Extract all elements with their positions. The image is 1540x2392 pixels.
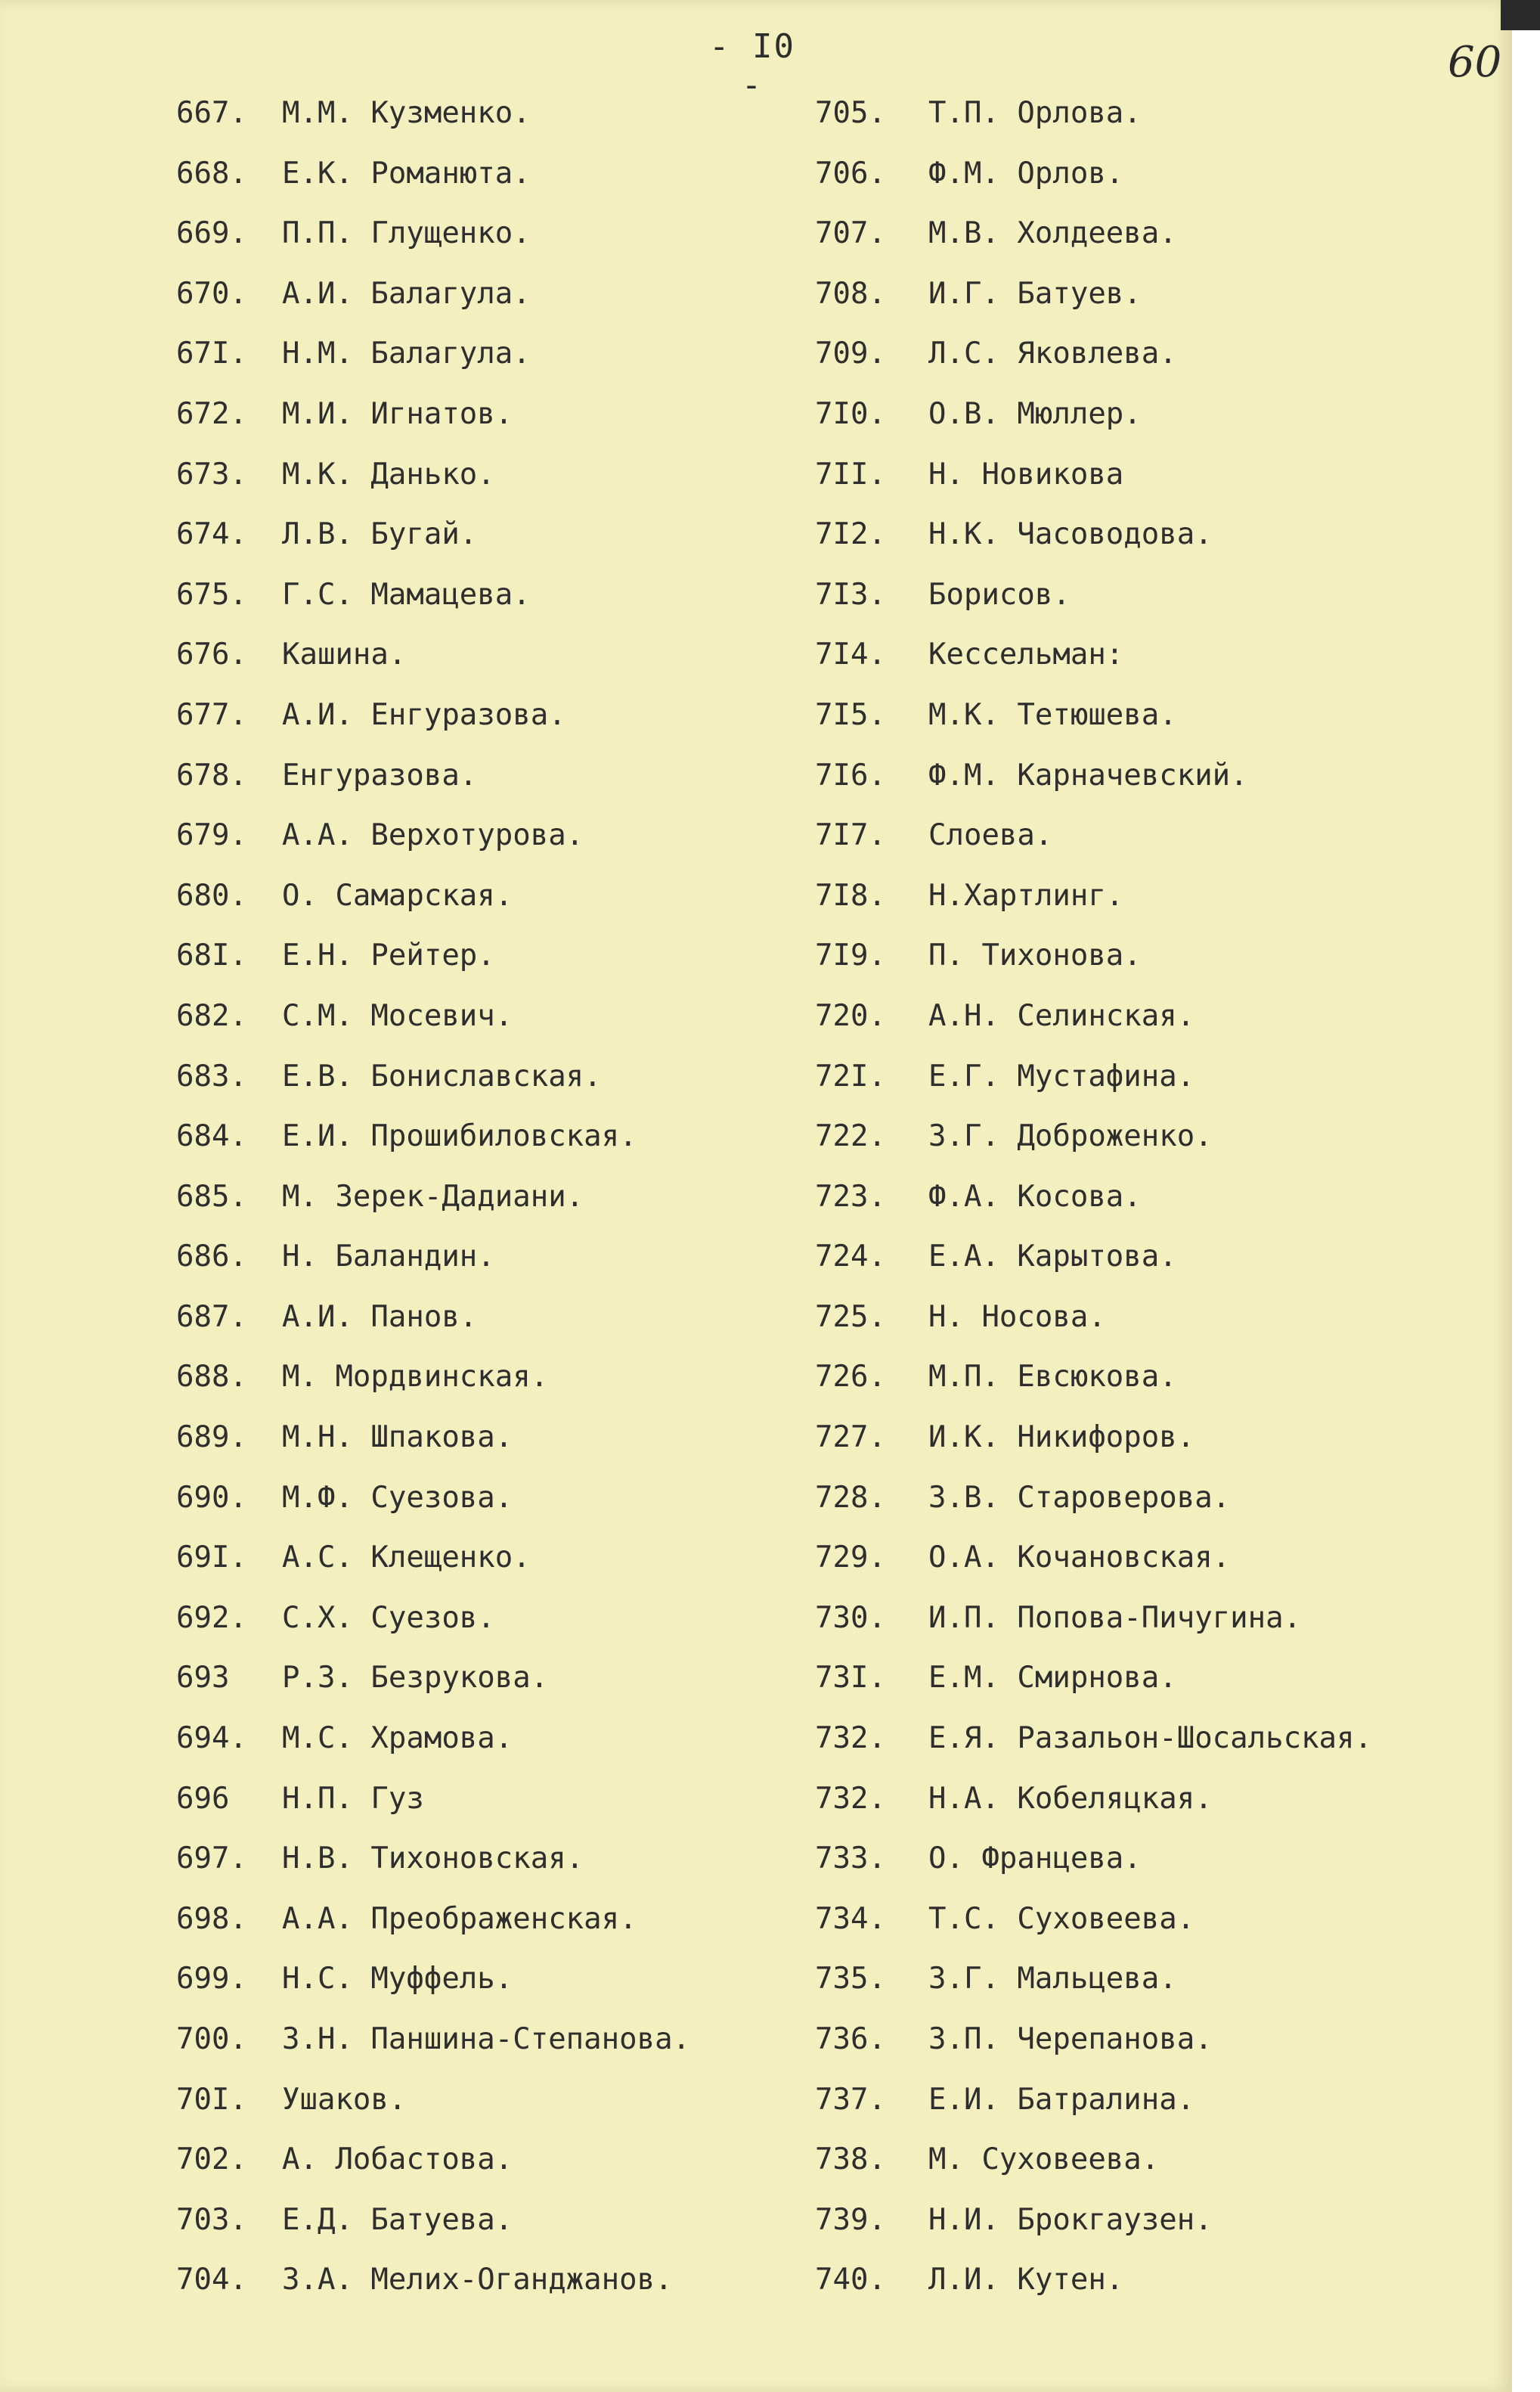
entry-number: 674. bbox=[176, 517, 247, 552]
list-entry bbox=[815, 1415, 1372, 1475]
list-entry bbox=[815, 1114, 1372, 1174]
list-entry bbox=[176, 2077, 690, 2138]
entry-number: 735. bbox=[815, 1962, 886, 1996]
list-entry bbox=[815, 91, 1372, 151]
list-entry bbox=[815, 933, 1372, 994]
entry-number: 703. bbox=[176, 2202, 247, 2237]
entry-name: Кашина. bbox=[282, 638, 407, 672]
entry-name: М.С. Храмова. bbox=[282, 1721, 513, 1756]
entry-name: И.К. Никифоров. bbox=[928, 1420, 1195, 1455]
entry-number: 7I9. bbox=[815, 938, 886, 973]
list-entry bbox=[176, 1716, 690, 1776]
list-entry bbox=[815, 331, 1372, 392]
entry-name: З.Г. Доброженко. bbox=[928, 1119, 1213, 1154]
entry-name: Н. Новикова bbox=[928, 457, 1124, 492]
entry-name: Е.И. Прошибиловская. bbox=[282, 1119, 637, 1154]
entry-number: 740. bbox=[815, 2263, 886, 2297]
entry-number: 730. bbox=[815, 1600, 886, 1635]
list-entry bbox=[176, 1415, 690, 1475]
entry-name: Борисов. bbox=[928, 577, 1071, 612]
list-entry bbox=[815, 753, 1372, 814]
list-entry bbox=[176, 873, 690, 934]
entry-name: М.Ф. Суезова. bbox=[282, 1480, 513, 1515]
entry-name: Е.М. Смирнова. bbox=[928, 1661, 1177, 1695]
entry-name: Е.Я. Разальон-Шосальская. bbox=[928, 1721, 1372, 1756]
entry-number: 70I. bbox=[176, 2082, 247, 2117]
entry-number: 7I3. bbox=[815, 577, 886, 612]
entry-name: А.А. Верхотурова. bbox=[282, 818, 584, 853]
right-column-list bbox=[815, 91, 1372, 2318]
entry-number: 709. bbox=[815, 337, 886, 371]
list-entry bbox=[176, 1956, 690, 2017]
list-entry bbox=[815, 2077, 1372, 2138]
entry-number: 704. bbox=[176, 2263, 247, 2297]
entry-number: 733. bbox=[815, 1841, 886, 1876]
list-entry bbox=[176, 2198, 690, 2258]
entry-number: 687. bbox=[176, 1299, 247, 1334]
entry-name: А.А. Преображенская. bbox=[282, 1901, 637, 1936]
entry-number: 68I. bbox=[176, 938, 247, 973]
list-entry bbox=[815, 1054, 1372, 1115]
entry-name: М. Суховеева. bbox=[928, 2142, 1160, 2177]
list-entry bbox=[176, 693, 690, 753]
list-entry bbox=[176, 1596, 690, 1656]
entry-number: 684. bbox=[176, 1119, 247, 1154]
entry-name: Е.Н. Рейтер. bbox=[282, 938, 495, 973]
list-entry bbox=[815, 1956, 1372, 2017]
list-entry bbox=[815, 1836, 1372, 1897]
entry-number: 7I4. bbox=[815, 638, 886, 672]
entry-number: 738. bbox=[815, 2142, 886, 2177]
entry-number: 677. bbox=[176, 697, 247, 732]
entry-name: А. Лобастова. bbox=[282, 2142, 513, 2177]
entry-name: Е.Г. Мустафина. bbox=[928, 1059, 1195, 1094]
entry-name: С.М. Мосевич. bbox=[282, 998, 513, 1033]
entry-number: 722. bbox=[815, 1119, 886, 1154]
entry-name: Н.К. Часоводова. bbox=[928, 517, 1213, 552]
entry-name: З.Г. Мальцева. bbox=[928, 1962, 1177, 1996]
entry-name: Е.А. Карытова. bbox=[928, 1239, 1177, 1274]
entry-number: 723. bbox=[815, 1179, 886, 1214]
entry-name: И.П. Попова-Пичугина. bbox=[928, 1600, 1302, 1635]
list-entry bbox=[815, 1655, 1372, 1716]
list-entry bbox=[176, 572, 690, 633]
list-entry bbox=[176, 2137, 690, 2198]
entry-name: Слоева. bbox=[928, 818, 1053, 853]
entry-name: О. Самарская. bbox=[282, 878, 513, 913]
entry-number: 682. bbox=[176, 998, 247, 1033]
entry-number: 667. bbox=[176, 96, 247, 130]
entry-number: 7I7. bbox=[815, 818, 886, 853]
entry-number: 732. bbox=[815, 1721, 886, 1756]
entry-number: 734. bbox=[815, 1901, 886, 1936]
entry-number: 686. bbox=[176, 1239, 247, 1274]
list-entry bbox=[815, 271, 1372, 332]
list-entry bbox=[176, 933, 690, 994]
entry-name: А.И. Енгуразова. bbox=[282, 697, 566, 732]
entry-name: Ф.М. Карначевский. bbox=[928, 758, 1248, 793]
entry-name: З.А. Мелих-Оганджанов. bbox=[282, 2263, 673, 2297]
list-entry bbox=[176, 392, 690, 452]
entry-number: 673. bbox=[176, 457, 247, 492]
entry-number: 669. bbox=[176, 216, 247, 251]
entry-name: М.Н. Шпакова. bbox=[282, 1420, 513, 1455]
entry-number: 683. bbox=[176, 1059, 247, 1094]
entry-number: 680. bbox=[176, 878, 247, 913]
entry-name: М.В. Холдеева. bbox=[928, 216, 1177, 251]
list-entry bbox=[176, 2257, 690, 2318]
entry-number: 678. bbox=[176, 758, 247, 793]
list-entry bbox=[815, 1535, 1372, 1596]
list-entry bbox=[176, 1174, 690, 1235]
entry-name: С.Х. Суезов. bbox=[282, 1600, 495, 1635]
entry-number: 726. bbox=[815, 1360, 886, 1395]
entry-name: Кессельман: bbox=[928, 638, 1124, 672]
list-entry bbox=[176, 331, 690, 392]
entry-number: 668. bbox=[176, 156, 247, 191]
entry-name: Н.М. Балагула. bbox=[282, 337, 531, 371]
entry-number: 685. bbox=[176, 1179, 247, 1214]
entry-name: Н. Носова. bbox=[928, 1299, 1106, 1334]
entry-name: О. Францева. bbox=[928, 1841, 1142, 1876]
entry-name: А.С. Клещенко. bbox=[282, 1540, 531, 1575]
list-entry bbox=[815, 1897, 1372, 1957]
entry-name: Н. Баландин. bbox=[282, 1239, 495, 1274]
entry-name: О.В. Мюллер. bbox=[928, 396, 1142, 431]
list-entry bbox=[176, 632, 690, 693]
list-entry bbox=[815, 211, 1372, 271]
list-entry bbox=[176, 1897, 690, 1957]
list-entry bbox=[176, 1054, 690, 1115]
entry-name: Е.И. Батралина. bbox=[928, 2082, 1195, 2117]
entry-name: П. Тихонова. bbox=[928, 938, 1142, 973]
entry-number: 688. bbox=[176, 1360, 247, 1395]
entry-name: Ушаков. bbox=[282, 2082, 407, 2117]
entry-name: Т.П. Орлова. bbox=[928, 96, 1142, 130]
list-entry bbox=[815, 452, 1372, 513]
entry-name: О.А. Кочановская. bbox=[928, 1540, 1231, 1575]
list-entry bbox=[176, 2017, 690, 2077]
entry-number: 720. bbox=[815, 998, 886, 1033]
list-entry bbox=[815, 1234, 1372, 1295]
list-entry bbox=[176, 452, 690, 513]
page-edge bbox=[1512, 0, 1540, 2392]
entry-name: Ф.А. Косова. bbox=[928, 1179, 1142, 1214]
entry-name: П.П. Глущенко. bbox=[282, 216, 531, 251]
list-entry bbox=[815, 2137, 1372, 2198]
list-entry bbox=[815, 2257, 1372, 2318]
list-entry bbox=[815, 1776, 1372, 1837]
entry-number: 707. bbox=[815, 216, 886, 251]
entry-number: 725. bbox=[815, 1299, 886, 1334]
list-entry bbox=[176, 753, 690, 814]
list-entry bbox=[176, 1295, 690, 1355]
list-entry bbox=[176, 151, 690, 212]
entry-name: М.П. Евсюкова. bbox=[928, 1360, 1177, 1395]
list-entry bbox=[176, 512, 690, 572]
entry-name: Ф.М. Орлов. bbox=[928, 156, 1124, 191]
entry-name: Н.И. Брокгаузен. bbox=[928, 2202, 1213, 2237]
list-entry bbox=[815, 2198, 1372, 2258]
entry-number: 7I5. bbox=[815, 697, 886, 732]
entry-name: Н.В. Тихоновская. bbox=[282, 1841, 584, 1876]
entry-number: 700. bbox=[176, 2022, 247, 2056]
entry-number: 679. bbox=[176, 818, 247, 853]
entry-name: Л.И. Кутен. bbox=[928, 2263, 1124, 2297]
entry-name: Л.С. Яковлева. bbox=[928, 337, 1177, 371]
entry-number: 676. bbox=[176, 638, 247, 672]
entry-number: 670. bbox=[176, 276, 247, 311]
entry-number: 689. bbox=[176, 1420, 247, 1455]
entry-number: 73I. bbox=[815, 1661, 886, 1695]
entry-number: 737. bbox=[815, 2082, 886, 2117]
list-entry bbox=[815, 1174, 1372, 1235]
entry-name: М.К. Данько. bbox=[282, 457, 495, 492]
list-entry bbox=[176, 1836, 690, 1897]
entry-number: 696 bbox=[176, 1781, 230, 1816]
entry-number: 692. bbox=[176, 1600, 247, 1635]
entry-name: М.М. Кузменко. bbox=[282, 96, 531, 130]
entry-name: Н.С. Муффель. bbox=[282, 1962, 513, 1996]
list-entry bbox=[815, 632, 1372, 693]
entry-name: З.В. Староверова. bbox=[928, 1480, 1231, 1515]
entry-number: 690. bbox=[176, 1480, 247, 1515]
entry-number: 729. bbox=[815, 1540, 886, 1575]
list-entry bbox=[176, 1475, 690, 1536]
list-entry bbox=[815, 392, 1372, 452]
list-entry bbox=[815, 151, 1372, 212]
list-entry bbox=[176, 271, 690, 332]
list-entry bbox=[815, 1716, 1372, 1776]
entry-number: 72I. bbox=[815, 1059, 886, 1094]
entry-number: 7II. bbox=[815, 457, 886, 492]
list-entry bbox=[176, 1114, 690, 1174]
list-entry bbox=[176, 994, 690, 1054]
entry-name: А.И. Панов. bbox=[282, 1299, 478, 1334]
entry-number: 728. bbox=[815, 1480, 886, 1515]
list-entry bbox=[176, 1776, 690, 1837]
list-entry bbox=[176, 1655, 690, 1716]
corner-mark bbox=[1501, 0, 1540, 30]
list-entry bbox=[176, 1354, 690, 1415]
entry-number: 697. bbox=[176, 1841, 247, 1876]
entry-number: 724. bbox=[815, 1239, 886, 1274]
entry-name: А.Н. Селинская. bbox=[928, 998, 1195, 1033]
entry-name: Г.С. Мамацева. bbox=[282, 577, 531, 612]
list-entry bbox=[815, 512, 1372, 572]
list-entry bbox=[176, 1234, 690, 1295]
entry-number: 675. bbox=[176, 577, 247, 612]
list-entry bbox=[815, 572, 1372, 633]
entry-number: 7I6. bbox=[815, 758, 886, 793]
entry-name: М.К. Тетюшева. bbox=[928, 697, 1177, 732]
entry-name: Н.А. Кобеляцкая. bbox=[928, 1781, 1213, 1816]
list-entry bbox=[176, 91, 690, 151]
entry-number: 7I0. bbox=[815, 396, 886, 431]
entry-number: 727. bbox=[815, 1420, 886, 1455]
entry-number: 706. bbox=[815, 156, 886, 191]
entry-number: 69I. bbox=[176, 1540, 247, 1575]
entry-name: З.П. Черепанова. bbox=[928, 2022, 1213, 2056]
entry-number: 7I8. bbox=[815, 878, 886, 913]
entry-name: Р.З. Безрукова. bbox=[282, 1661, 549, 1695]
entry-name: А.И. Балагула. bbox=[282, 276, 531, 311]
entry-name: М. Мордвинская. bbox=[282, 1360, 549, 1395]
list-entry bbox=[815, 873, 1372, 934]
entry-number: 672. bbox=[176, 396, 247, 431]
entry-name: Т.С. Суховеева. bbox=[928, 1901, 1195, 1936]
entry-number: 694. bbox=[176, 1721, 247, 1756]
entry-number: 708. bbox=[815, 276, 886, 311]
entry-number: 736. bbox=[815, 2022, 886, 2056]
entry-name: Енгуразова. bbox=[282, 758, 478, 793]
entry-number: 67I. bbox=[176, 337, 247, 371]
entry-name: И.Г. Батуев. bbox=[928, 276, 1142, 311]
entry-number: 698. bbox=[176, 1901, 247, 1936]
folio-number: 60 bbox=[1448, 38, 1502, 87]
entry-name: М. Зерек-Дадиани. bbox=[282, 1179, 584, 1214]
left-column-list bbox=[176, 91, 690, 2318]
entry-name: М.И. Игнатов. bbox=[282, 396, 513, 431]
entry-name: Н.Хартлинг. bbox=[928, 878, 1124, 913]
page-number: - I0 - bbox=[709, 27, 795, 104]
entry-name: Е.К. Романюта. bbox=[282, 156, 531, 191]
entry-name: Е.В. Бониславская. bbox=[282, 1059, 602, 1094]
list-entry bbox=[815, 994, 1372, 1054]
list-entry bbox=[815, 1475, 1372, 1536]
entry-number: 693 bbox=[176, 1661, 230, 1695]
entry-name: З.Н. Паншина-Степанова. bbox=[282, 2022, 691, 2056]
list-entry bbox=[815, 2017, 1372, 2077]
entry-number: 702. bbox=[176, 2142, 247, 2177]
list-entry bbox=[815, 1295, 1372, 1355]
list-entry bbox=[176, 1535, 690, 1596]
list-entry bbox=[815, 813, 1372, 873]
entry-number: 699. bbox=[176, 1962, 247, 1996]
entry-number: 7I2. bbox=[815, 517, 886, 552]
entry-number: 705. bbox=[815, 96, 886, 130]
list-entry bbox=[815, 693, 1372, 753]
list-entry bbox=[815, 1596, 1372, 1656]
entry-number: 739. bbox=[815, 2202, 886, 2237]
entry-name: Е.Д. Батуева. bbox=[282, 2202, 513, 2237]
list-entry bbox=[176, 211, 690, 271]
entry-number: 732. bbox=[815, 1781, 886, 1816]
entry-name: Л.В. Бугай. bbox=[282, 517, 478, 552]
list-entry bbox=[176, 813, 690, 873]
list-entry bbox=[815, 1354, 1372, 1415]
entry-name: Н.П. Гуз bbox=[282, 1781, 424, 1816]
